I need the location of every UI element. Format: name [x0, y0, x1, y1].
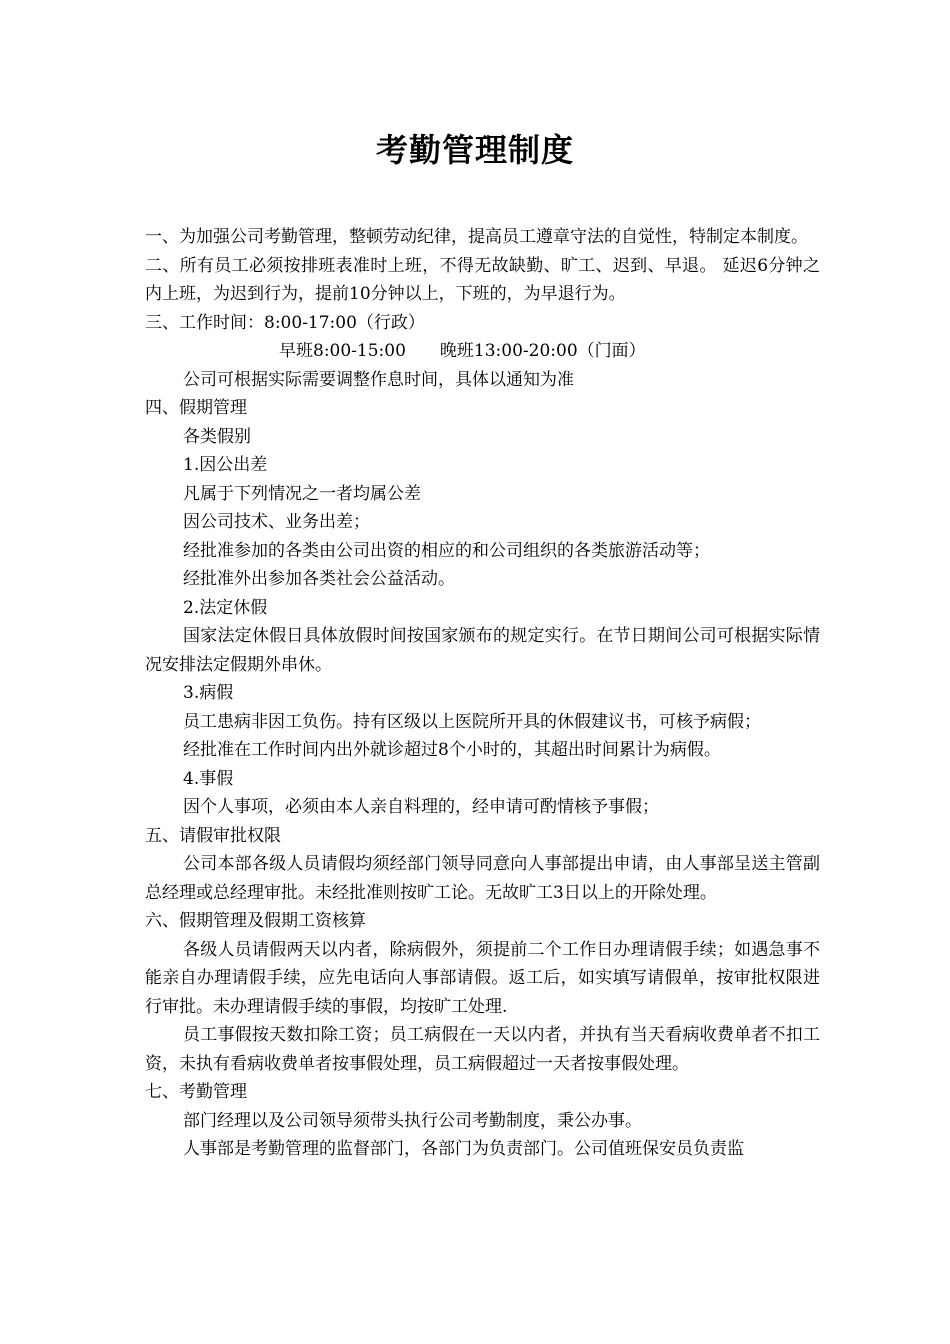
section-5-heading: 五、请假审批权限: [145, 825, 281, 846]
section-1-paragraph: 一、为加强公司考勤管理，整顿劳动纪律，提高员工遵章守法的自觉性，特制定本制度。: [145, 227, 808, 247]
section-6-heading: 六、假期管理及假期工资核算: [145, 911, 366, 931]
section-2-paragraph: 二、所有员工必须按排班表准时上班，不得无故缺勤、旷工、迟到、早退。 延迟6分钟之内上班，为迟到行为，提前10分钟以上，下班的，为早退行为。: [145, 255, 820, 304]
leave-pay-text: 员工事假按天数扣除工资；员工病假在一天以内者，并执有当天看病收费单者不扣工资，未执有看病收费单者按事假处理，员工病假超过一天者按事假处理。: [145, 1025, 820, 1074]
personal-leave-heading: 4.事假: [183, 768, 234, 789]
sick-leave-heading: 3.病假: [183, 683, 234, 703]
document-title: 考勤管理制度: [375, 131, 574, 169]
business-trip-item: 因公司技术、业务出差；: [183, 512, 370, 532]
shift-hours-line: 早班8:00-15:00 晚班13:00-20:00（门面）: [279, 341, 646, 361]
section-4-heading: 四、假期管理: [145, 398, 247, 418]
schedule-adjust-note: 公司可根据实际需要调整作息时间，具体以通知为准: [183, 369, 574, 390]
statutory-leave-text: 国家法定休假日具体放假时间按国家颁布的规定实行。在节日期间公司可根据实际情况安排法定假期外串休。: [145, 626, 820, 675]
document-body: [145, 223, 820, 1164]
section-3-heading: 三、工作时间：8:00-17:00（行政）: [145, 312, 425, 333]
section-7-heading: 七、考勤管理: [145, 1082, 247, 1102]
sick-leave-text: 员工患病非因工负伤。持有区级以上医院所开具的休假建议书，可核予病假；: [183, 711, 761, 732]
personal-leave-text: 因个人事项，必须由本人亲自料理的，经申请可酌情核予事假；: [183, 797, 659, 817]
business-trip-heading: 1.因公出差: [183, 455, 268, 475]
business-trip-item: 经批准参加的各类由公司出资的相应的和公司组织的各类旅游活动等；: [183, 540, 710, 561]
statutory-leave-heading: 2.法定休假: [183, 597, 268, 618]
sick-leave-text: 经批准在工作时间内出外就诊超过8个小时的，其超出时间累计为病假。: [183, 740, 721, 760]
attendance-management-text: 人事部是考勤管理的监督部门，各部门为负责部门。公司值班保安员负责监: [183, 1139, 744, 1159]
leave-procedure-text: 各级人员请假两天以内者，除病假外，须提前二个工作日办理请假手续；如遇急事不能亲自办理请假手续，应先电话向人事部请假。返工后，如实填写请假单，按审批权限进行审批。未办理请假手续的事假，均按旷工处理.: [145, 939, 820, 1017]
attendance-management-text: 部门经理以及公司领导须带头执行公司考勤制度，秉公办事。: [183, 1110, 642, 1131]
business-trip-intro: 凡属于下列情况之一者均属公差: [183, 483, 421, 504]
business-trip-item: 经批准外出参加各类社会公益活动。: [183, 569, 455, 589]
leave-types-heading: 各类假别: [183, 426, 251, 447]
approval-text: 公司本部各级人员请假均须经部门领导同意向人事部提出申请，由人事部呈送主管副总经理或总经理审批。未经批准则按旷工论。无故旷工3日以上的开除处理。: [145, 854, 820, 903]
